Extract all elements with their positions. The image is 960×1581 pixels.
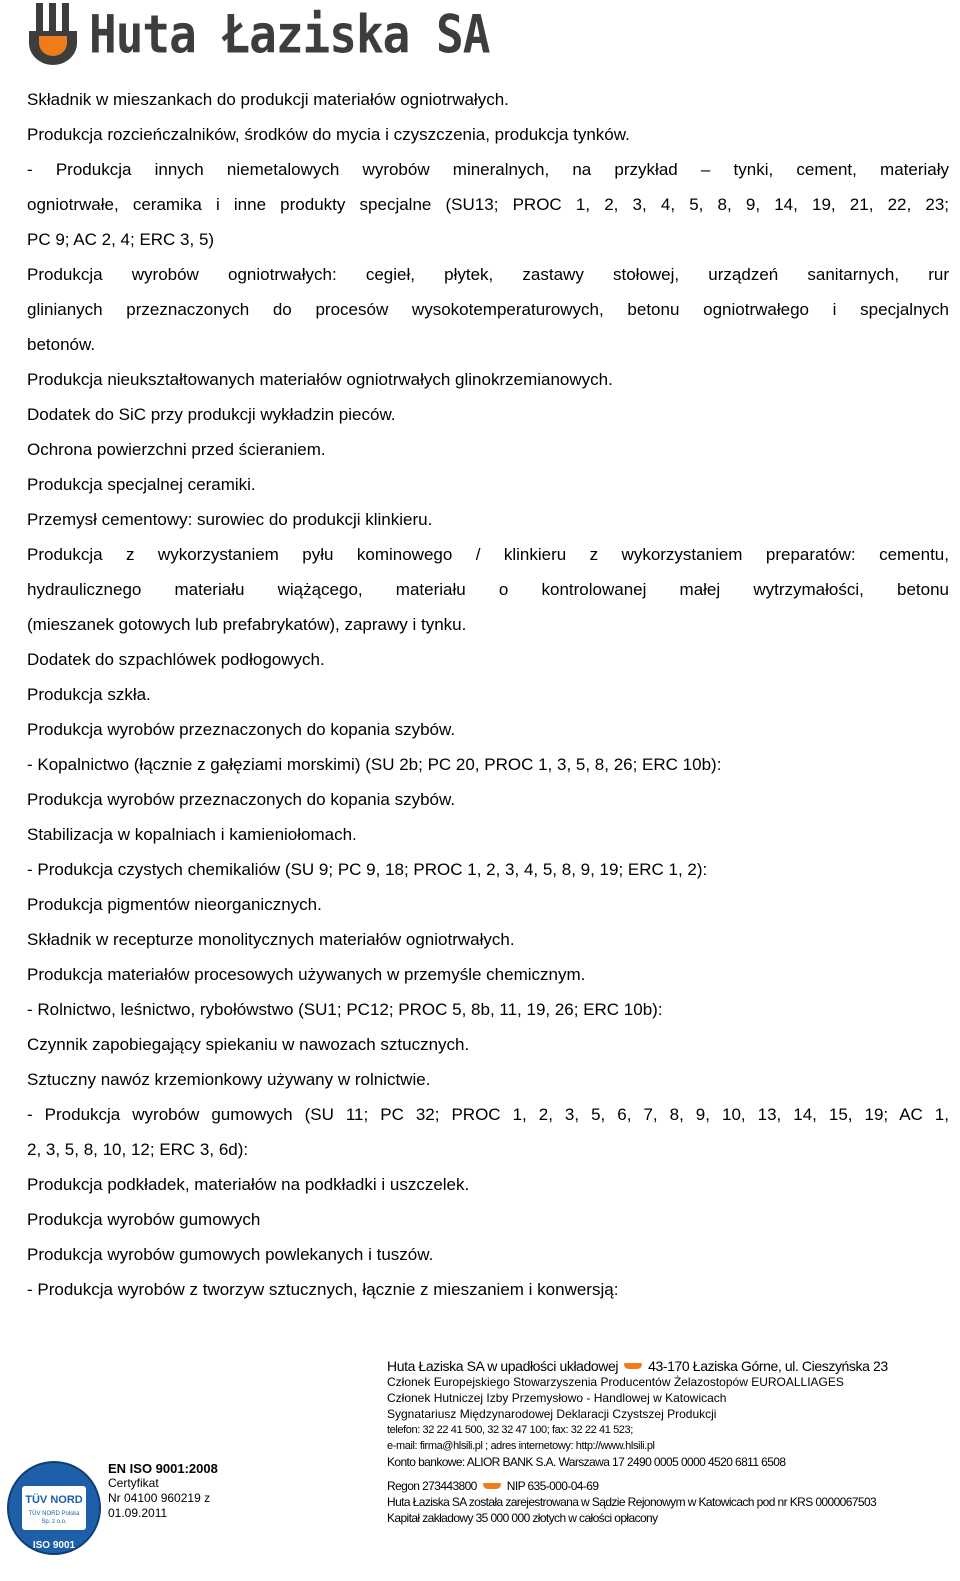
text-line: - Produkcja wyrobów z tworzyw sztucznych, łącznie z mieszaniem i konwersją: <box>27 1280 619 1299</box>
regon-nip-line <box>387 1478 957 1494</box>
phone-fax: telefon: 32 22 41 500, 32 32 47 100; fax: 32 22 41 523; <box>387 1424 633 1436</box>
text-line: - Rolnictwo, leśnictwo, rybołówstwo (SU1; PC12; PROC 5, 8b, 11, 19, 26; ERC 10b): <box>27 1000 663 1019</box>
certificate-info <box>108 1461 218 1521</box>
text-line: Produkcja wyrobów gumowych powlekanych i tuszów. <box>27 1245 434 1264</box>
text-line: Składnik w mieszankach do produkcji materiałów ogniotrwałych. <box>27 90 509 109</box>
text-line: Dodatek do SiC przy produkcji wykładzin pieców. <box>27 405 396 424</box>
membership-euroalliages: Członek Europejskiego Stowarzyszenia Producentów Żelazostopów EUROALLIAGES <box>387 1375 844 1389</box>
text-line: Produkcja wyrobów przeznaczonych do kopania szybów. <box>27 790 456 809</box>
nip: NIP 635-000-04-69 <box>506 1479 599 1493</box>
text-line: Produkcja specjalnej ceramiki. <box>27 475 256 494</box>
text-line: Produkcja szkła. <box>27 685 151 704</box>
text-line: betonów. <box>27 335 96 354</box>
text-line: - Produkcja wyrobów gumowych (SU 11; PC 32; PROC 1, 2, 3, 5, 6, 7, 8, 9, 10, 13, 14, 15, 19; AC 1, <box>27 1105 949 1124</box>
email-website: e-mail: firma@hlsili.pl ; adres internetowy: http://www.hlsili.pl <box>387 1440 655 1452</box>
text-line: 2, 3, 5, 8, 10, 12; ERC 3, 6d): <box>27 1140 249 1159</box>
company-address: 43-170 Łaziska Górne, ul. Cieszyńska 23 <box>648 1358 888 1374</box>
logo-text: Huta Łaziska SA <box>89 2 490 66</box>
furnace-hand-icon <box>27 3 79 65</box>
text-line: ogniotrwałe, ceramika i inne produkty specjalne (SU13; PROC 1, 2, 3, 4, 5, 8, 9, 14, 19, 21, 22, 23; <box>27 195 949 214</box>
document-body <box>27 82 949 1307</box>
court-registry: Huta Łaziska SA została zarejestrowana w Sądzie Rejonowym w Katowicach pod nr KRS 0000067503 <box>387 1495 877 1509</box>
certificate-number: Nr 04100 960219 z <box>108 1491 211 1505</box>
text-line: glinianych przeznaczonych do procesów wysokotemperaturowych, betonu ogniotrwałego i specjalnych <box>27 300 949 319</box>
text-line: Produkcja wyrobów przeznaczonych do kopania szybów. <box>27 720 456 739</box>
seal-sub1: TÜV NORD Polska <box>28 1511 80 1517</box>
orange-separator-icon <box>483 1483 501 1489</box>
text-line: Produkcja wyrobów gumowych <box>27 1210 261 1229</box>
orange-separator-icon <box>624 1363 642 1369</box>
company-name: Huta Łaziska SA w upadłości układowej <box>387 1358 619 1374</box>
text-line: - Produkcja czystych chemikaliów (SU 9; PC 9, 18; PROC 1, 2, 3, 4, 5, 8, 9, 19; ERC 1, 2): <box>27 860 708 879</box>
company-logo <box>27 2 489 66</box>
text-line: Stabilizacja w kopalniach i kamieniołomach. <box>27 825 357 844</box>
text-line: Przemysł cementowy: surowiec do produkcji klinkieru. <box>27 510 433 529</box>
text-line: Dodatek do szpachlówek podłogowych. <box>27 650 325 669</box>
text-line: hydraulicznego materiału wiążącego, materiału o kontrolowanej małej wytrzymałości, betonu <box>27 580 949 599</box>
text-line: Produkcja materiałów procesowych używanych w przemyśle chemicznym. <box>27 965 586 984</box>
regon: Regon 273443800 <box>387 1479 477 1493</box>
iso-standard: EN ISO 9001:2008 <box>108 1461 218 1476</box>
text-line: Sztuczny nawóz krzemionkowy używany w rolnictwie. <box>27 1070 431 1089</box>
seal-iso: ISO 9001 <box>32 1540 76 1551</box>
text-line: PC 9; AC 2, 4; ERC 3, 5) <box>27 230 215 249</box>
text-line: - Produkcja innych niemetalowych wyrobów mineralnych, na przykład – tynki, cement, materiały <box>27 160 949 179</box>
certificate-label: Certyfikat <box>108 1476 159 1490</box>
company-info <box>387 1358 957 1526</box>
certificate-date: 01.09.2011 <box>108 1506 168 1520</box>
bank-account: Konto bankowe: ALIOR BANK S.A. Warszawa 17 2490 0005 0000 4520 6811 6508 <box>387 1455 786 1469</box>
seal-brand: TÜV NORD <box>25 1494 83 1506</box>
text-line: Produkcja pigmentów nieorganicznych. <box>27 895 322 914</box>
seal-sub2: Sp. z o.o. <box>41 1519 67 1525</box>
share-capital: Kapitał zakładowy 35 000 000 złotych w całości opłacony <box>387 1511 658 1525</box>
text-line: (mieszanek gotowych lub prefabrykatów), zaprawy i tynku. <box>27 615 467 634</box>
tuv-nord-seal-icon <box>4 1456 104 1564</box>
membership-chamber: Członek Hutniczej Izby Przemysłowo - Handlowej w Katowicach <box>387 1391 727 1405</box>
text-line: Produkcja podkładek, materiałów na podkładki i uszczelek. <box>27 1175 470 1194</box>
company-header-line <box>387 1358 957 1374</box>
text-line: Produkcja wyrobów ogniotrwałych: cegieł, płytek, zastawy stołowej, urządzeń sanitarnych, rur <box>27 265 949 284</box>
text-line: Produkcja z wykorzystaniem pyłu kominowego / klinkieru z wykorzystaniem preparatów: cementu, <box>27 545 949 564</box>
text-line: Produkcja rozcieńczalników, środków do mycia i czyszczenia, produkcja tynków. <box>27 125 630 144</box>
signatory-note: Sygnatariusz Międzynarodowej Deklaracji Czystszej Produkcji <box>387 1407 717 1421</box>
text-line: Czynnik zapobiegający spiekaniu w nawozach sztucznych. <box>27 1035 470 1054</box>
text-line: - Kopalnictwo (łącznie z gałęziami morskimi) (SU 2b; PC 20, PROC 1, 3, 5, 8, 26; ERC 10b): <box>27 755 722 774</box>
text-line: Produkcja nieukształtowanych materiałów ogniotrwałych glinokrzemianowych. <box>27 370 613 389</box>
text-line: Składnik w recepturze monolitycznych materiałów ogniotrwałych. <box>27 930 515 949</box>
text-line: Ochrona powierzchni przed ścieraniem. <box>27 440 326 459</box>
